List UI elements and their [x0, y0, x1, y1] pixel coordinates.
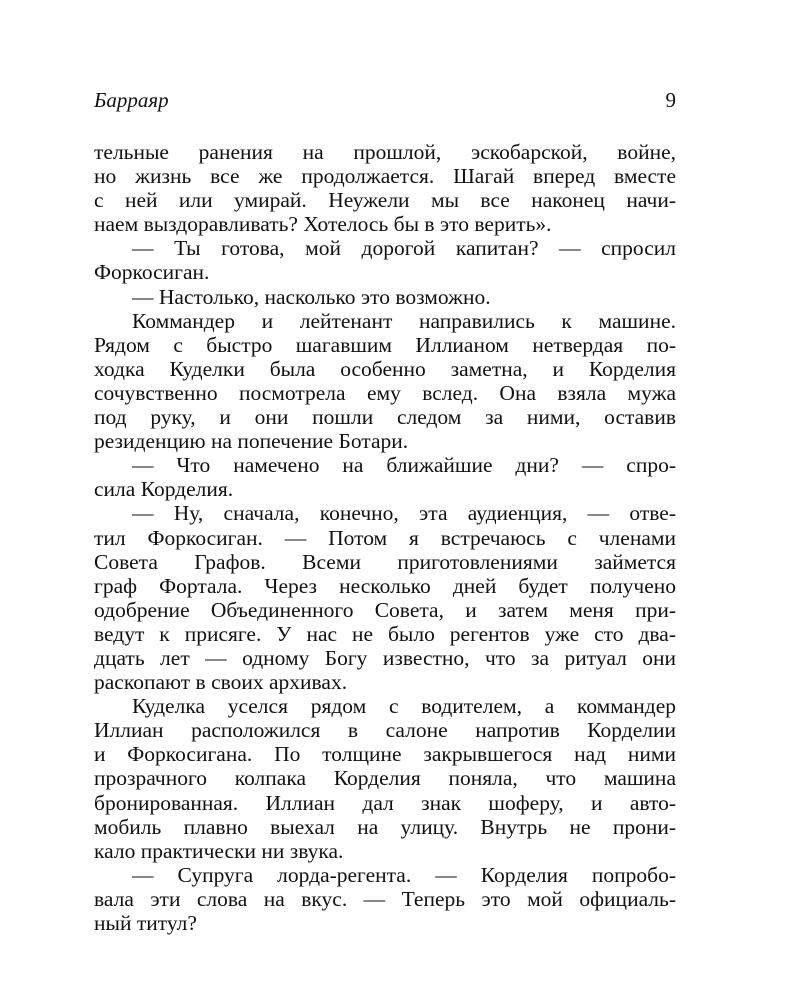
text-line: бронированная. Иллиан дал знак шоферу, и авто- [94, 790, 676, 815]
text-line: прозрачного колпака Корделия поняла, что машина [94, 766, 676, 791]
text-line: наем выздоравливать? Хотелось бы в это верить». [94, 212, 552, 237]
text-line: Куделка уселся рядом с водителем, а коммандер [132, 694, 676, 719]
text-line: тил Форкосиган. — Потом я встречаюсь с членами [94, 525, 676, 550]
text-line: — Ты готова, мой дорогой капитан? — спросил [132, 236, 676, 261]
text-line: ходка Куделки была особенно заметна, и Корделия [94, 356, 676, 381]
book-page [94, 88, 676, 935]
text-line: граф Фортала. Через несколько дней будет получено [94, 573, 676, 598]
text-line: сочувственно посмотрела ему вслед. Она взяла мужа [94, 380, 676, 405]
text-line: дцать лет — одному Богу известно, что за ритуал они [94, 645, 676, 670]
body-text [94, 140, 676, 935]
text-line: — Ну, сначала, конечно, эта аудиенция, — отве- [132, 501, 676, 526]
text-line: кало практически ни звука. [94, 838, 344, 863]
text-line: Коммандер и лейтенант направились к машине. [132, 308, 676, 333]
text-line: сила Корделия. [94, 477, 234, 502]
text-line: ведут к присяге. У нас не было регентов уже сто два- [94, 621, 676, 646]
text-line: Иллиан расположился в салоне напротив Корделии [94, 718, 676, 743]
text-line: — Настолько, насколько это возможно. [132, 284, 491, 309]
text-line: резиденцию на попечение Ботари. [94, 429, 409, 454]
running-title: Барраяр [94, 88, 169, 112]
text-line: и Форкосигана. По толщине закрывшегося над ними [94, 742, 676, 767]
text-line: под руку, и они пошли следом за ними, оставив [94, 405, 676, 430]
text-line: раскопают в своих архивах. [94, 670, 348, 695]
text-line: — Супруга лорда-регента. — Корделия попробо- [132, 862, 676, 887]
text-line: одобрение Объединенного Совета, и затем меня при- [94, 597, 676, 622]
text-line: но жизнь все же продолжается. Шагай вперед вместе [94, 164, 676, 189]
text-line: с ней или умирай. Неужели мы все наконец начи- [94, 188, 676, 213]
running-head [94, 88, 676, 118]
text-line: ный титул? [94, 911, 197, 935]
text-line: Форкосиган. [94, 260, 210, 285]
text-line: вала эти слова на вкус. — Теперь это мой официаль- [94, 886, 676, 911]
text-line: мобиль плавно выехал на улицу. Внутрь не прони- [94, 814, 676, 839]
text-line: Совета Графов. Всеми приготовлениями займется [94, 549, 676, 574]
text-line: тельные ранения на прошлой, эскобарской, войне, [94, 140, 676, 164]
page-number: 9 [665, 88, 676, 112]
text-line: — Что намечено на ближайшие дни? — спро- [132, 453, 676, 478]
text-line: Рядом с быстро шагавшим Иллианом нетвердая по- [94, 332, 676, 357]
